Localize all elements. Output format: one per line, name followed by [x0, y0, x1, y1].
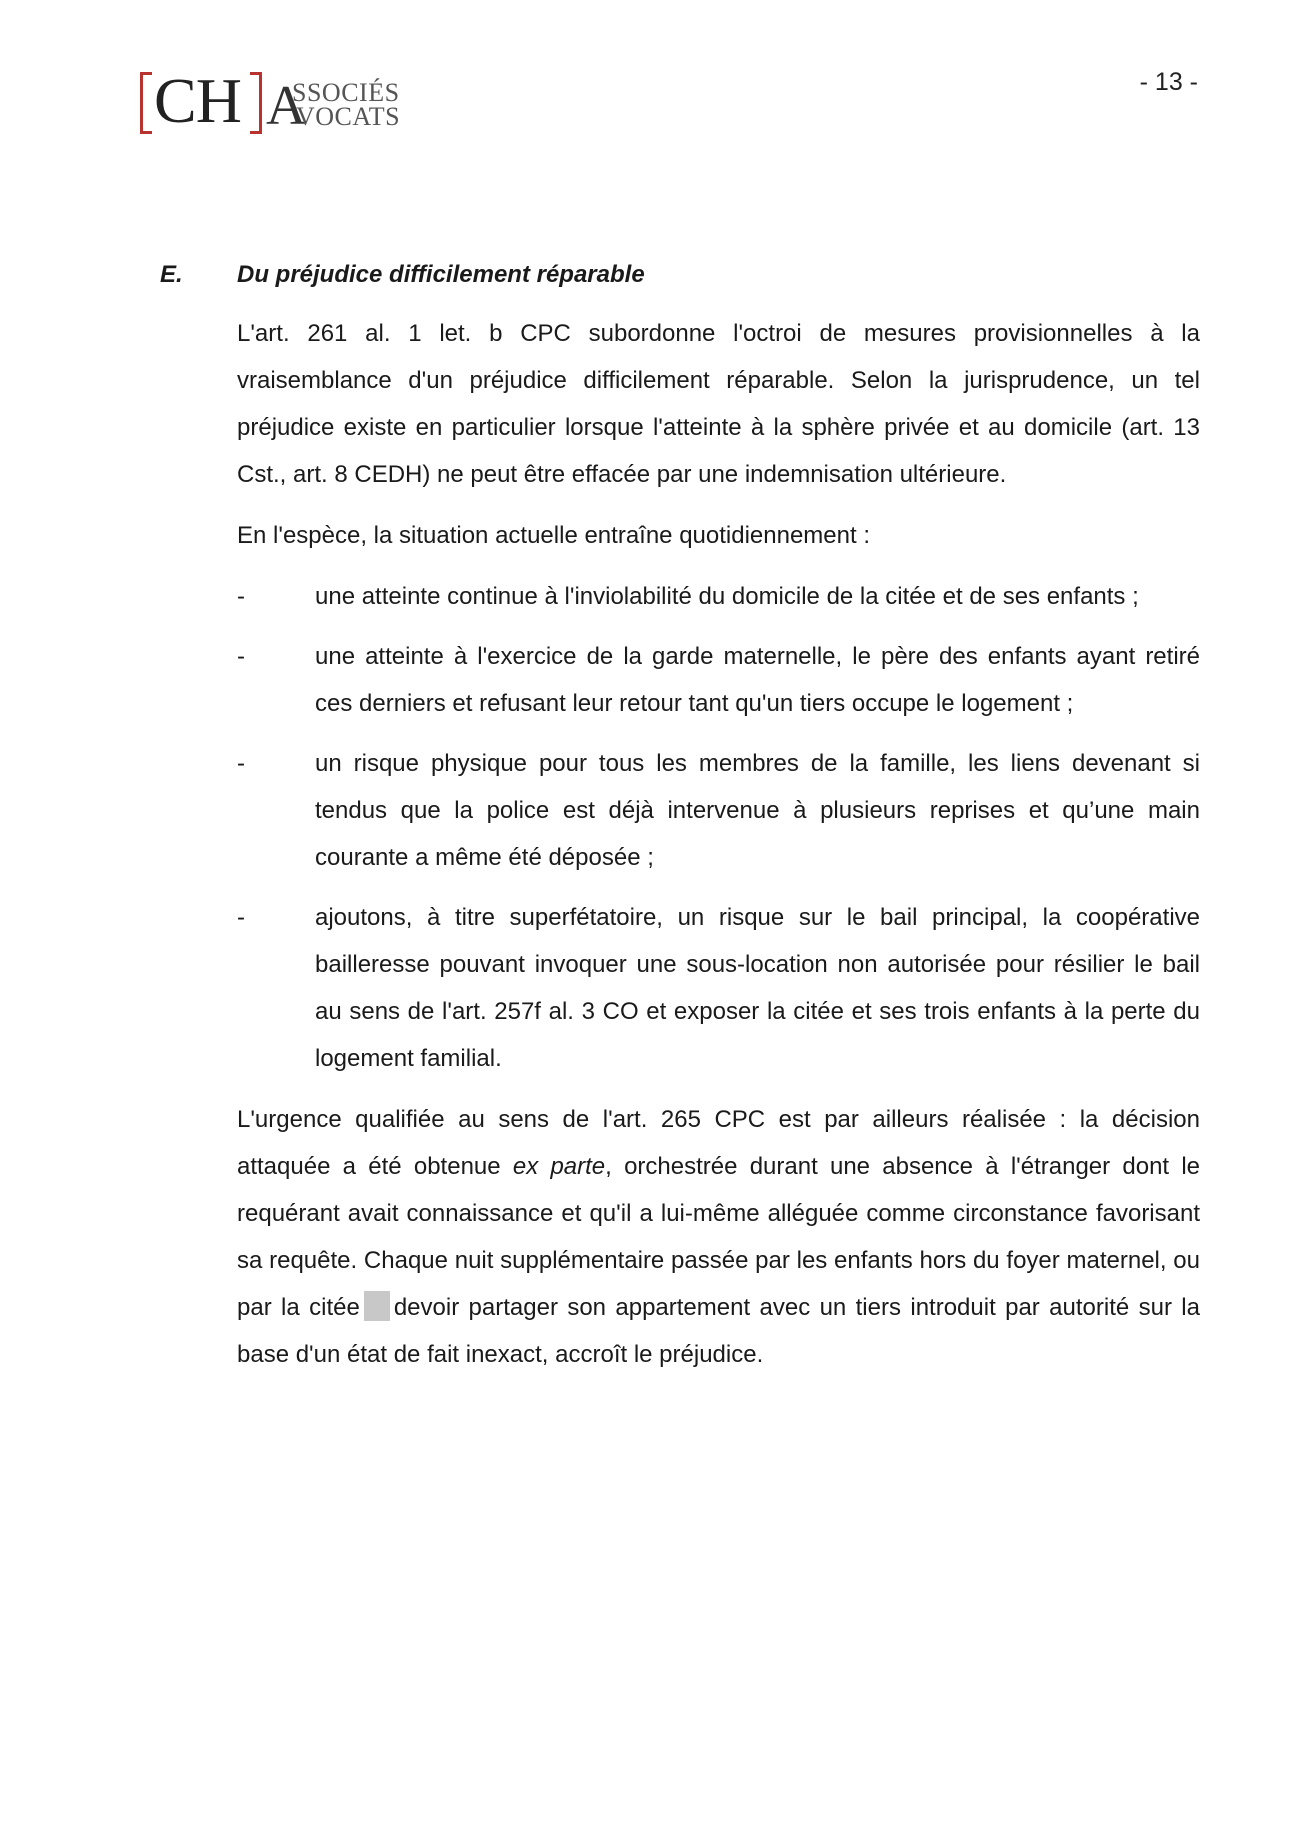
- bullet-text: un risque physique pour tous les membres de la famille, les liens devenant si tendus que la police est déjà intervenue à plusieurs reprises et qu’une main courante a même été déposée ;: [315, 750, 1200, 871]
- bullet-dash: -: [237, 904, 245, 931]
- logo-word-associes: SSOCIÉS: [292, 78, 400, 107]
- bullet-list: [160, 573, 1200, 1082]
- list-item: [160, 573, 1200, 620]
- logo-letter-a: A: [266, 75, 307, 137]
- redaction-box: [364, 1291, 390, 1321]
- section-body: [237, 310, 1200, 1378]
- list-item: [160, 894, 1200, 1082]
- logo-bracket-left: [140, 72, 152, 134]
- paragraph-3-italic: ex parte: [512, 1153, 606, 1180]
- page-number: - 13 -: [1139, 68, 1198, 96]
- section-number: E.: [160, 261, 183, 288]
- list-item: [160, 633, 1200, 727]
- paragraph-2: En l'espèce, la situation actuelle entraîne quotidiennement :: [237, 522, 870, 549]
- bullet-dash: -: [237, 750, 245, 777]
- section-e: [160, 258, 1200, 1392]
- paragraph-3-part-a: L'urgence qualifiée au sens de l'art. 265 CPC est par ailleurs réalisée : la décision attaquée a été obtenue: [237, 1106, 1200, 1180]
- bullet-text: ajoutons, à titre superfétatoire, un risque sur le bail principal, la coopérative bailleresse pouvant invoquer une sous-location non autorisée pour résilier le bail au sens de l'art. 257f al. 3 CO et exposer la citée et ses trois enfants à la perte du logement familial.: [315, 904, 1200, 1072]
- logo-initials: CH: [154, 65, 241, 136]
- bullet-text: une atteinte continue à l'inviolabilité du domicile de la citée et de ses enfants ;: [315, 583, 1139, 610]
- bullet-dash: -: [237, 643, 245, 670]
- paragraph-3-part-b: , orchestrée durant une absence à l'étranger dont le requérant avait connaissance et qu'il a lui-même alléguée comme circonstance favorisant sa requête. Chaque nuit supplémentaire passée par les enfants hors du foyer maternel, ou par la citée: [237, 1153, 1201, 1321]
- bullet-dash: -: [237, 583, 245, 610]
- section-heading: [160, 258, 1200, 292]
- list-item: [160, 740, 1200, 881]
- paragraph-3: [237, 1096, 1200, 1378]
- bullet-text: une atteinte à l'exercice de la garde maternelle, le père des enfants ayant retiré ces derniers et refusant leur retour tant qu'un tiers occupe le logement ;: [315, 643, 1200, 717]
- logo-bracket-right: [250, 72, 262, 134]
- logo-word-avocats: VOCATS: [296, 102, 401, 131]
- paragraph-1: L'art. 261 al. 1 let. b CPC subordonne l'octroi de mesures provisionnelles à la vraisemblance d'un préjudice difficilement réparable. Selon la jurisprudence, un tel préjudice existe en particulier lorsque l'atteinte à la sphère privée et au domicile (art. 13 Cst., art. 8 CEDH) ne peut être effacée par une indemnisation ultérieure.: [237, 320, 1200, 488]
- firm-logo: [140, 65, 420, 140]
- section-title: Du préjudice difficilement réparable: [237, 261, 645, 288]
- paragraph-3-part-c: devoir partager son appartement avec un tiers introduit par autorité sur la base d'un état de fait inexact, accroît le préjudice.: [237, 1294, 1200, 1368]
